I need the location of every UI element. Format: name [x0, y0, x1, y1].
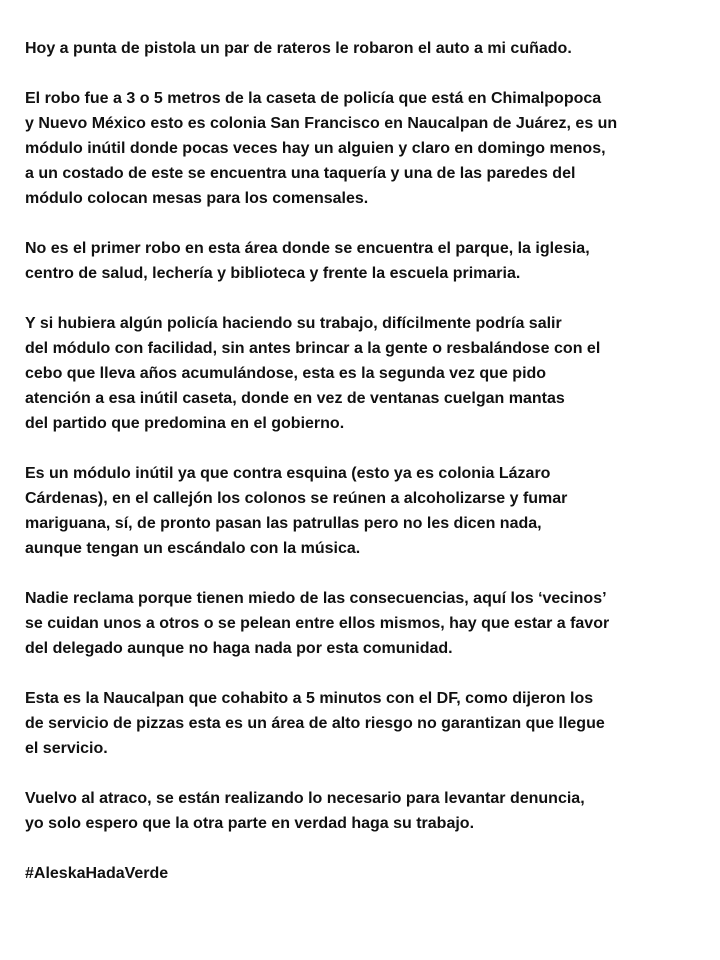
document-body [25, 36, 715, 911]
text-line: a un costado de este se encuentra una taquería y una de las paredes del [25, 165, 576, 182]
text-line: del delegado aunque no haga nada por esta comunidad. [25, 640, 453, 657]
text-line: Es un módulo inútil ya que contra esquina (esto ya es colonia Lázaro [25, 465, 551, 482]
text-line: Y si hubiera algún policía haciendo su trabajo, difícilmente podría salir [25, 315, 562, 332]
text-line: se cuidan unos a otros o se pelean entre ellos mismos, hay que estar a favor [25, 615, 610, 632]
text-line: mariguana, sí, de pronto pasan las patrullas pero no les dicen nada, [25, 515, 542, 532]
text-line: Nadie reclama porque tienen miedo de las consecuencias, aquí los ‘vecinos’ [25, 590, 607, 607]
text-line: aunque tengan un escándalo con la música. [25, 540, 361, 557]
paragraph [25, 311, 715, 436]
paragraph [25, 236, 715, 286]
text-line: módulo inútil donde pocas veces hay un alguien y claro en domingo menos, [25, 140, 606, 157]
paragraph [25, 36, 715, 61]
text-line: atención a esa inútil caseta, donde en vez de ventanas cuelgan mantas [25, 390, 565, 407]
hashtag [25, 861, 715, 886]
text-line: módulo colocan mesas para los comensales. [25, 190, 369, 207]
text-line: de servicio de pizzas esta es un área de alto riesgo no garantizan que llegue [25, 715, 605, 732]
text-line: No es el primer robo en esta área donde se encuentra el parque, la iglesia, [25, 240, 590, 257]
text-line: Cárdenas), en el callejón los colonos se reúnen a alcoholizarse y fumar [25, 490, 568, 507]
text-line: centro de salud, lechería y biblioteca y frente la escuela primaria. [25, 265, 521, 282]
text-line: yo solo espero que la otra parte en verdad haga su trabajo. [25, 815, 475, 832]
text-line: cebo que lleva años acumulándose, esta es la segunda vez que pido [25, 365, 547, 382]
paragraph [25, 686, 715, 761]
paragraph [25, 586, 715, 661]
text-line: Esta es la Naucalpan que cohabito a 5 minutos con el DF, como dijeron los [25, 690, 594, 707]
paragraph [25, 461, 715, 561]
text-line: Hoy a punta de pistola un par de rateros le robaron el auto a mi cuñado. [25, 40, 572, 57]
text-line: el servicio. [25, 740, 108, 757]
text-line: Vuelvo al atraco, se están realizando lo necesario para levantar denuncia, [25, 790, 585, 807]
text-line: del módulo con facilidad, sin antes brincar a la gente o resbalándose con el [25, 340, 601, 357]
text-line: El robo fue a 3 o 5 metros de la caseta de policía que está en Chimalpopoca [25, 90, 602, 107]
text-line: del partido que predomina en el gobierno. [25, 415, 345, 432]
paragraph [25, 786, 715, 836]
text-line: #AleskaHadaVerde [25, 865, 169, 882]
paragraph [25, 86, 715, 211]
text-line: y Nuevo México esto es colonia San Francisco en Naucalpan de Juárez, es un [25, 115, 618, 132]
